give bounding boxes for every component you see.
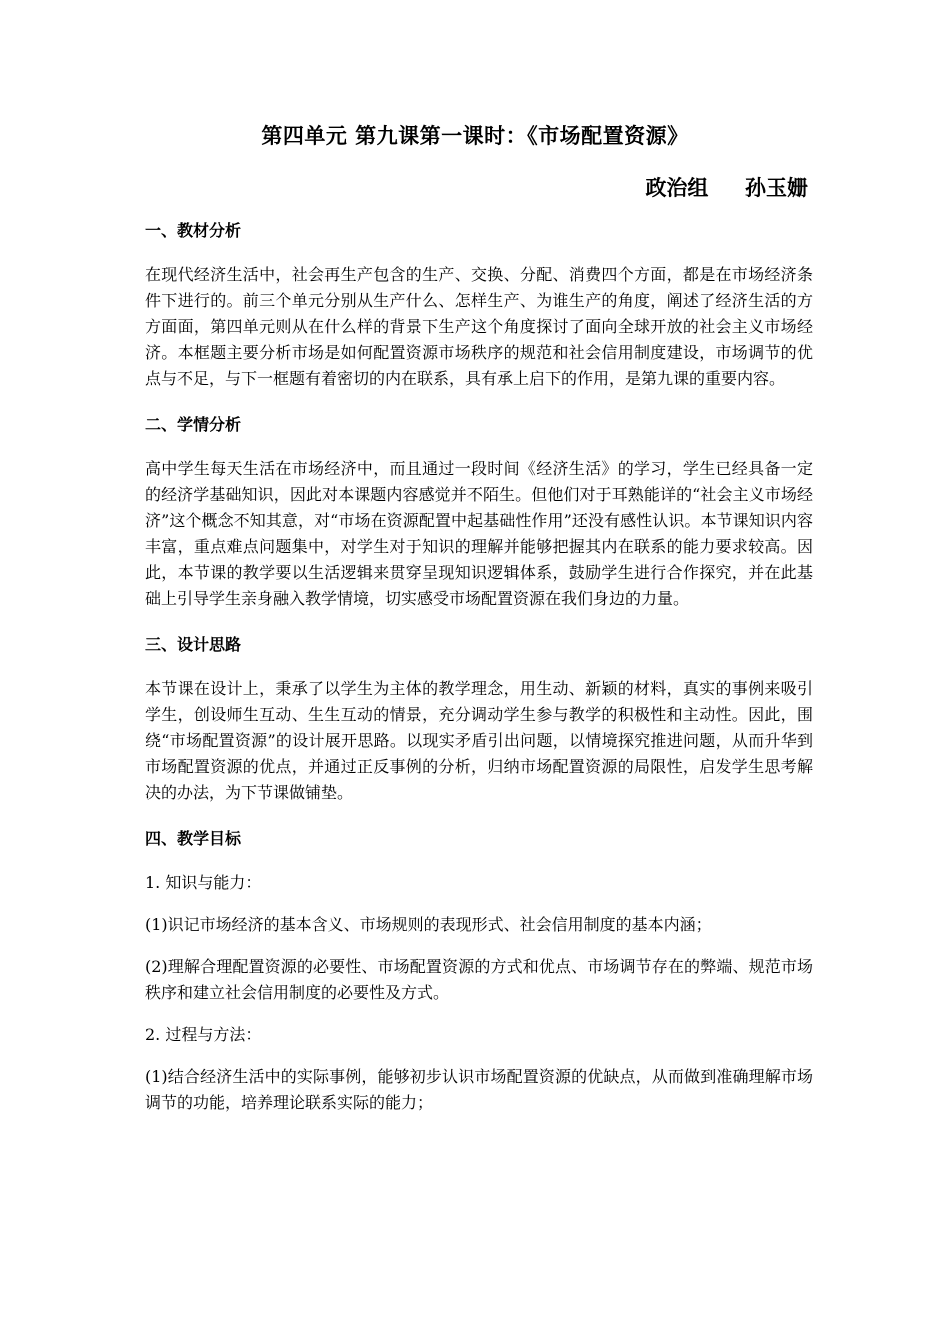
goal-item: (2)理解合理配置资源的必要性、市场配置资源的方式和优点、市场调节存在的弊端、规范市场秩序和建立社会信用制度的必要性及方式。 — [145, 957, 813, 1002]
document-author: 政治组 孙玉姗 — [645, 176, 808, 200]
goal-subheading: 1. 知识与能力： — [145, 873, 262, 892]
section-heading: 一、教材分析 — [145, 221, 242, 240]
section-teaching-goals — [145, 826, 813, 1116]
section-student-analysis — [145, 412, 813, 612]
document-body — [145, 218, 813, 1132]
goal-item: (1)结合经济生活中的实际事例，能够初步认识市场配置资源的优缺点，从而做到准确理解市场调节的功能，培养理论联系实际的能力； — [145, 1067, 813, 1112]
section-paragraph: 在现代经济生活中，社会再生产包含的生产、交换、分配、消费四个方面，都是在市场经济条件下进行的。前三个单元分别从生产什么、怎样生产、为谁生产的角度，阐述了经济生活的方方面面，第四单元则从在什么样的背景下生产这个角度探讨了面向全球开放的社会主义市场经济。本框题主要分析市场是如何配置资源市场秩序的规范和社会信用制度建设，市场调节的优点与不足，与下一框题有着密切的内在联系，具有承上启下的作用，是第九课的重要内容。 — [145, 265, 813, 388]
section-paragraph: 本节课在设计上，秉承了以学生为主体的教学理念，用生动、新颖的材料，真实的事例来吸引学生，创设师生互动、生生互动的情景，充分调动学生参与教学的积极性和主动性。因此，围绕“市场配置资源”的设计展开思路。以现实矛盾引出问题，以情境探究推进问题，从而升华到市场配置资源的优点，并通过正反事例的分析，归纳市场配置资源的局限性，启发学生思考解决的办法，为下节课做铺垫。 — [145, 679, 813, 802]
section-heading: 二、学情分析 — [145, 415, 242, 434]
document-title: 第四单元 第九课第一课时：《市场配置资源》 — [261, 124, 689, 148]
section-heading: 三、设计思路 — [145, 635, 242, 654]
section-design-ideas — [145, 632, 813, 806]
section-textbook-analysis — [145, 218, 813, 392]
section-paragraph: 高中学生每天生活在市场经济中，而且通过一段时间《经济生活》的学习，学生已经具备一定的经济学基础知识，因此对本课题内容感觉并不陌生。但他们对于耳熟能详的“社会主义市场经济”这个概念不知其意，对“市场在资源配置中起基础性作用”还没有感性认识。本节课知识内容丰富，重点难点问题集中，对学生对于知识的理解并能够把握其内在联系的能力要求较高。因此，本节课的教学要以生活逻辑来贯穿呈现知识逻辑体系，鼓励学生进行合作探究，并在此基础上引导学生亲身融入教学情境，切实感受市场配置资源在我们身边的力量。 — [145, 459, 813, 608]
section-heading: 四、教学目标 — [145, 829, 242, 848]
goal-subheading: 2. 过程与方法： — [145, 1025, 262, 1044]
goal-item: (1)识记市场经济的基本含义、市场规则的表现形式、社会信用制度的基本内涵； — [145, 915, 712, 934]
